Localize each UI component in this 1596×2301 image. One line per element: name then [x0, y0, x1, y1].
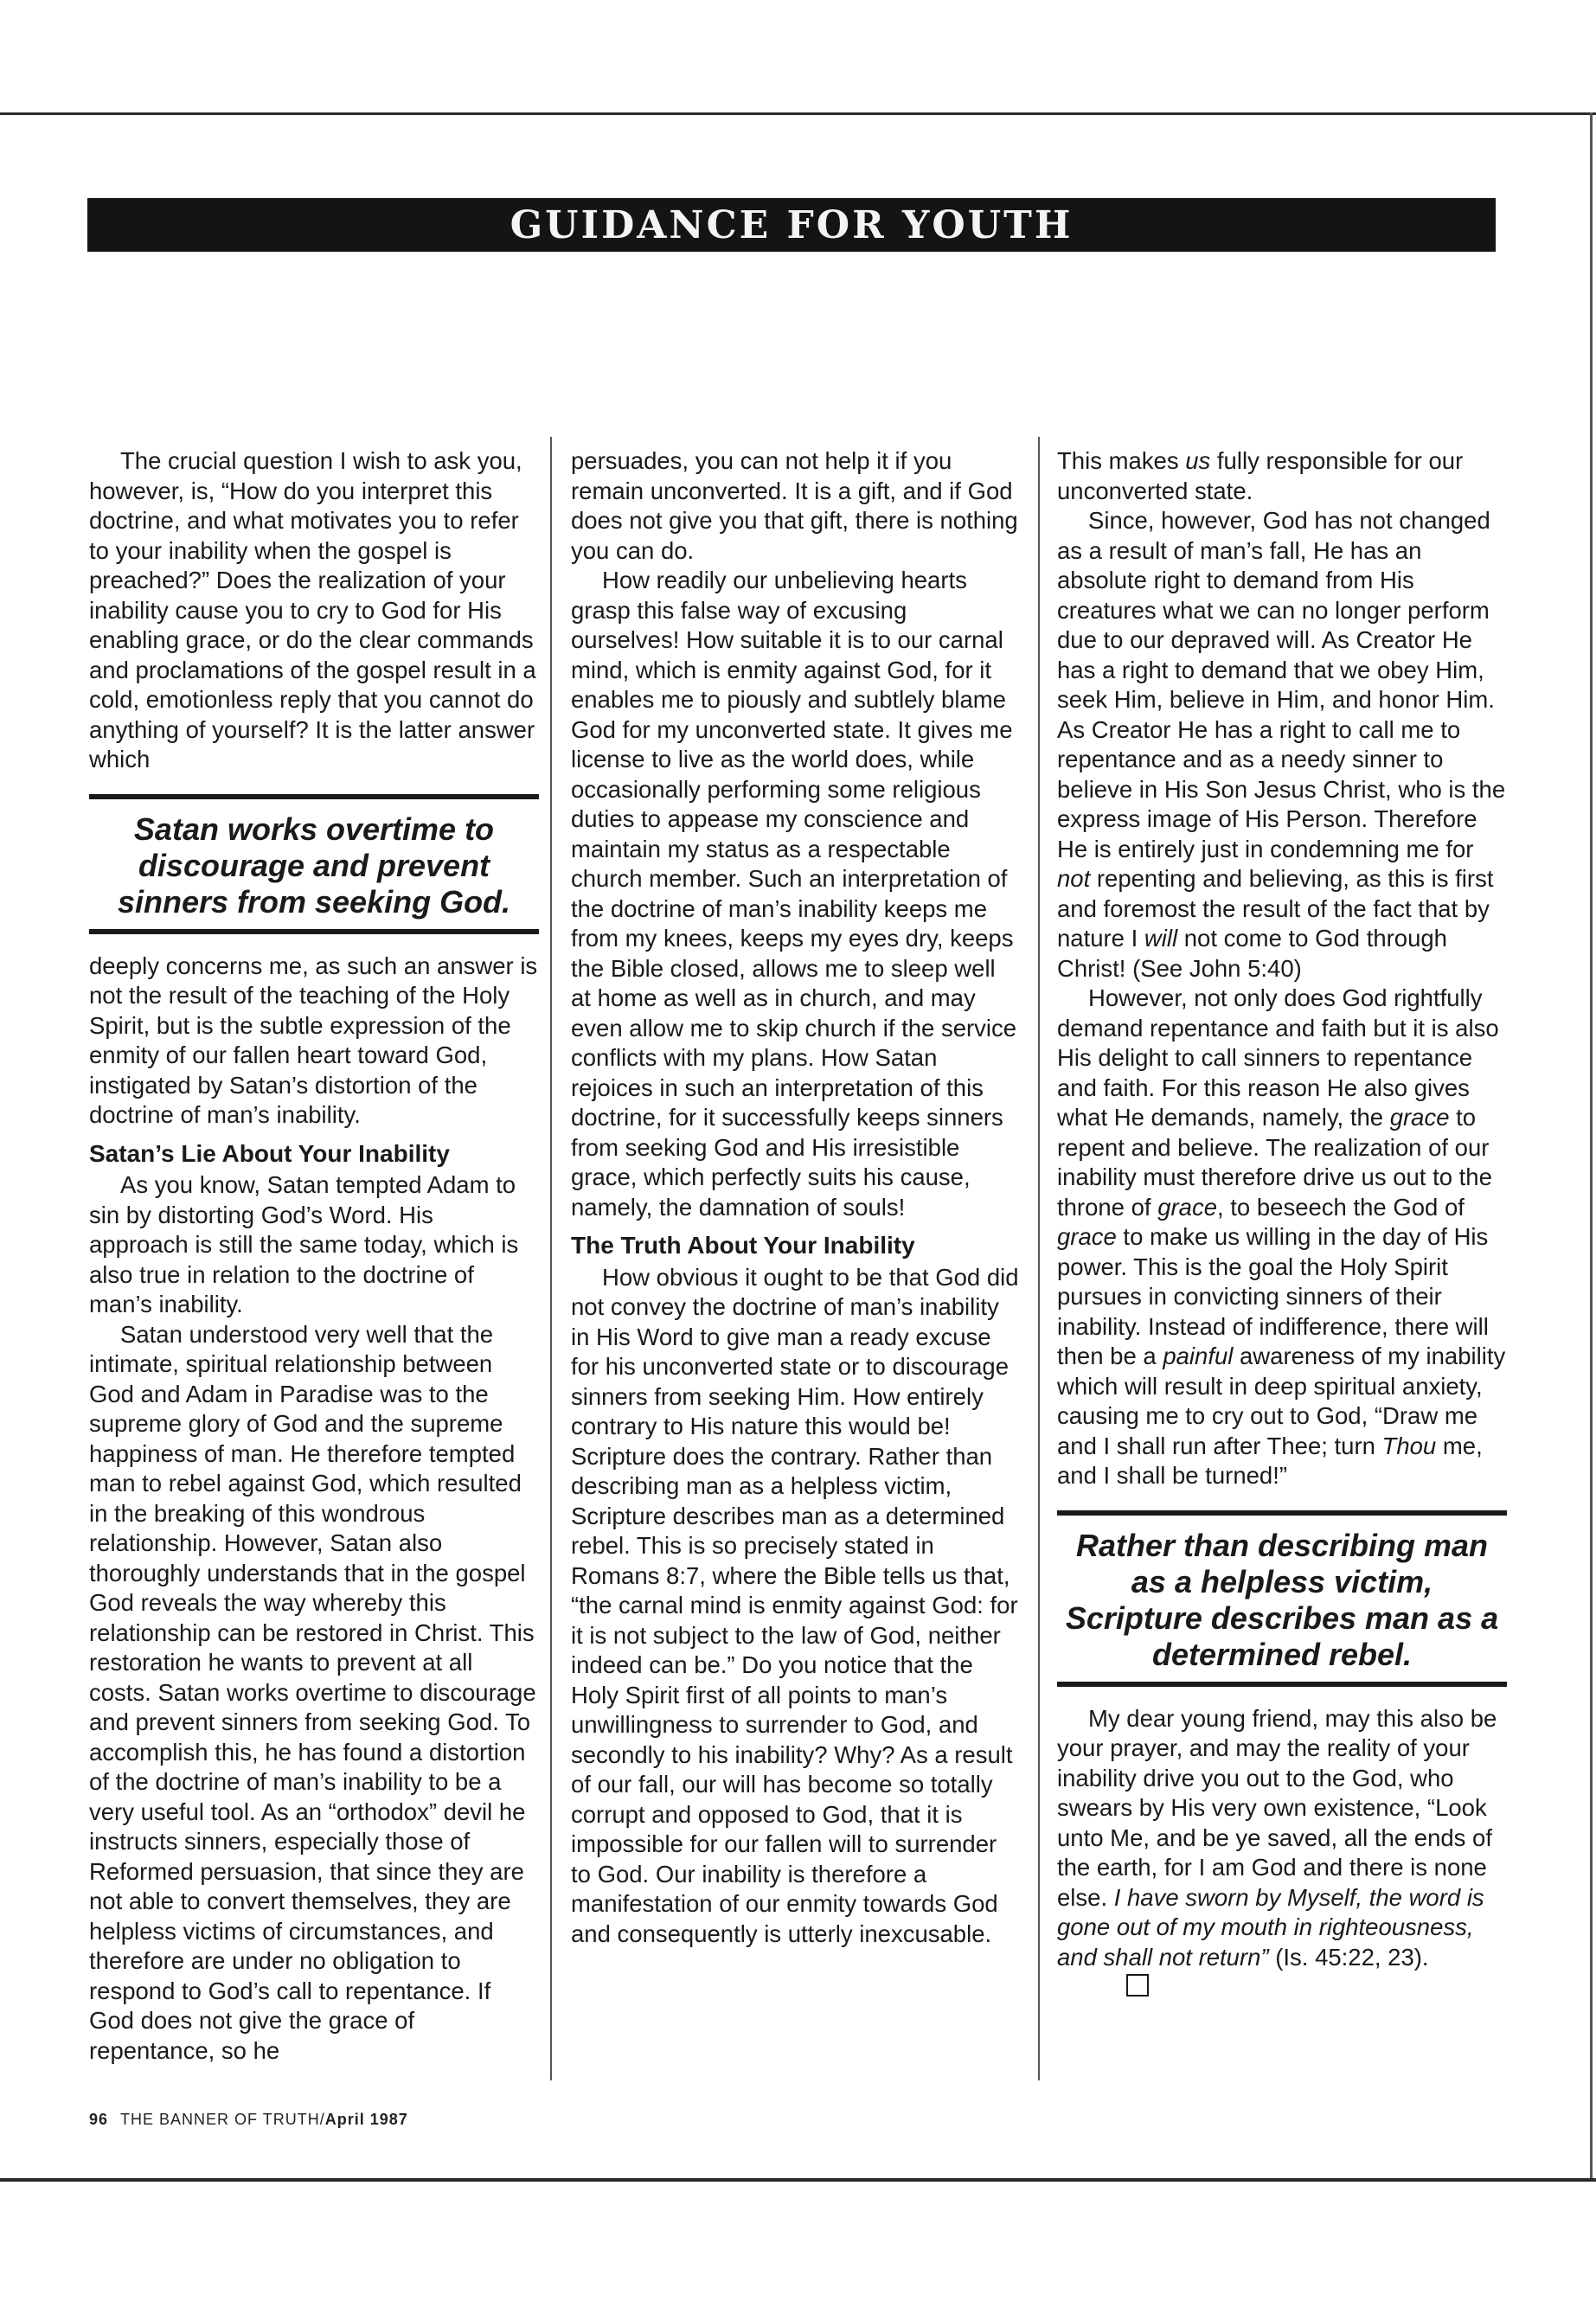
- paragraph: However, not only does God rightfully demand repentance and faith but it is also His delight to call sinners to repentance and faith. For this reason He also gives what He demands, namely, the grace to repent and believe. The realization of our inability must therefore drive us out to the throne of grace, to beseech the God of grace to make us willing in the day of His power. This is the goal the Holy Spirit pursues in convicting sinners of their inability. Instead of indifference, there will then be a painful awareness of my inability which will result in deep spiritual anxiety, causing me to cry out to God, “Draw me and I shall run after Thee; turn Thou me, and I shall be turned!”: [1057, 984, 1506, 1489]
- paragraph: As you know, Satan tempted Adam to sin by distorting God’s Word. His approach is still the same today, which is also true in relation to the doctrine of man’s inability.: [89, 1171, 519, 1317]
- pull-quote: Satan works overtime to discourage and prevent sinners from seeking God.: [89, 794, 539, 934]
- paragraph: deeply concerns me, as such an answer is not the result of the teaching of the Holy Spirit, but is the subtle expression of the enmity of our fallen heart toward God, instigated by Satan’s distortion of the doctrine of man’s inability.: [89, 952, 538, 1128]
- end-mark-icon: [1126, 1974, 1149, 1997]
- column-3: [1057, 446, 1507, 2003]
- subheading: Satan’s Lie About Your Inability: [89, 1139, 450, 1167]
- page-edge-rule: [1590, 112, 1593, 2180]
- bottom-rule: [0, 2178, 1596, 2182]
- section-title-banner: [87, 198, 1496, 252]
- column-1: [89, 446, 539, 2066]
- column-2: [571, 446, 1021, 1949]
- column-divider-1: [550, 437, 552, 2080]
- paragraph: How obvious it ought to be that God did not convey the doctrine of man’s inability in His Word to give man a ready excuse for his unconverted state or to discourage sinners from seeking Him. How entirely contrary to His nature this would be! Scripture does the contrary. Rather than describing man as a helpless victim, Scripture describes man as a determined rebel. This is so precisely stated in Romans 8:7, where the Bible tells us that, “the carnal mind is enmity against God: for it is not subject to the law of God, neither indeed can be.” Do you notice that the Holy Spirit first of all points to man’s unwillingness to surrender to God, and secondly to his inability? Why? As a result of our fall, our will has become so totally corrupt and opposed to God, that it is impossible for our fallen will to surrender to God. Our inability is therefore a manifestation of our enmity towards God and consequently is utterly inexcusable.: [571, 1263, 1019, 1947]
- issue-date: April 1987: [324, 2111, 408, 2128]
- paragraph: How readily our unbelieving hearts grasp this false way of excusing ourselves! How suitable it is to our carnal mind, which is enmity against God, for it enables me to piously and subtlely blame God for my unconverted state. It gives me license to live as the world does, while occasionally performing some religious duties to appease my conscience and maintain my status as a respectable church member. Such an interpretation of the doctrine of man’s inability keeps me from my knees, keeps my eyes dry, keeps the Bible closed, allows me to sleep well at home as well as in church, and may even allow me to skip church if the service conflicts with my plans. How Satan rejoices in such an interpretation of this doctrine, for it successfully keeps sinners from seeking God and His irresistible grace, which perfectly suits his cause, namely, the damnation of souls!: [571, 567, 1017, 1221]
- paragraph: My dear young friend, may this also be your prayer, and may the reality of your inability drive you out to the God, who swears by His very own existence, “Look unto Me, and be ye saved, all the ends of the earth, for I am God and there is none else. I have sworn by Myself, the word is gone out of my mouth in righteousness, and shall not return” (Is. 45:22, 23).: [1057, 1704, 1507, 2003]
- publication-name: THE BANNER OF TRUTH/: [120, 2111, 325, 2128]
- paragraph: Satan understood very well that the intimate, spiritual relationship between God and Adam in Paradise was to the supreme glory of God and the supreme happiness of man. He therefore tempted man to rebel against God, which resulted in the breaking of this wondrous relationship. However, Satan also thoroughly understands that in the gospel God reveals the way whereby this relationship can be restored in Christ. This restoration he wants to prevent at all costs. Satan works overtime to discourage and prevent sinners from seeking God. To accomplish this, he has found a distortion of the doctrine of man’s inability to be a very useful tool. As an “orthodox” devil he instructs sinners, especially those of Reformed persuasion, that since they are not able to convert themselves, they are helpless victims of circumstances, and therefore are under no obligation to respond to God’s call to repentance. If God does not give the grace of repentance, so he: [89, 1320, 536, 2064]
- paragraph: The crucial question I wish to ask you, however, is, “How do you interpret this doctrine, and what motivates you to refer to your inability when the gospel is preached?” Does the realization of your inability cause you to cry to God for His enabling grace, or do the clear commands and proclamations of the gospel result in a cold, emotionless reply that you cannot do anything of yourself? It is the latter answer which: [89, 447, 536, 772]
- paragraph: persuades, you can not help it if you remain unconverted. It is a gift, and if God does not give you that gift, there is nothing you can do.: [571, 447, 1018, 564]
- section-title: GUIDANCE FOR YOUTH: [510, 202, 1074, 247]
- subheading: The Truth About Your Inability: [571, 1232, 915, 1259]
- top-rule: [0, 112, 1596, 115]
- column-divider-2: [1038, 437, 1040, 2080]
- paragraph: This makes us fully responsible for our unconverted state.: [1057, 447, 1464, 504]
- paragraph: Since, however, God has not changed as a result of man’s fall, He has an absolute right to demand from His creatures what we can no longer perform due to our depraved will. As Creator He has a right to demand that we obey Him, seek Him, believe in Him, and honor Him. As Creator He has a right to call me to repentance and as a needy sinner to believe in His Son Jesus Christ, who is the express image of His Person. Therefore He is entirely just in condemning me for not repenting and believing, as this is first and foremost the result of the fact that by nature I will not come to God through Christ! (See John 5:40): [1057, 507, 1506, 982]
- page-number: 96: [89, 2111, 109, 2128]
- page-footer: [89, 2111, 408, 2129]
- pull-quote: Rather than describing man as a helpless victim, Scripture describes man as a determined rebel.: [1057, 1510, 1507, 1687]
